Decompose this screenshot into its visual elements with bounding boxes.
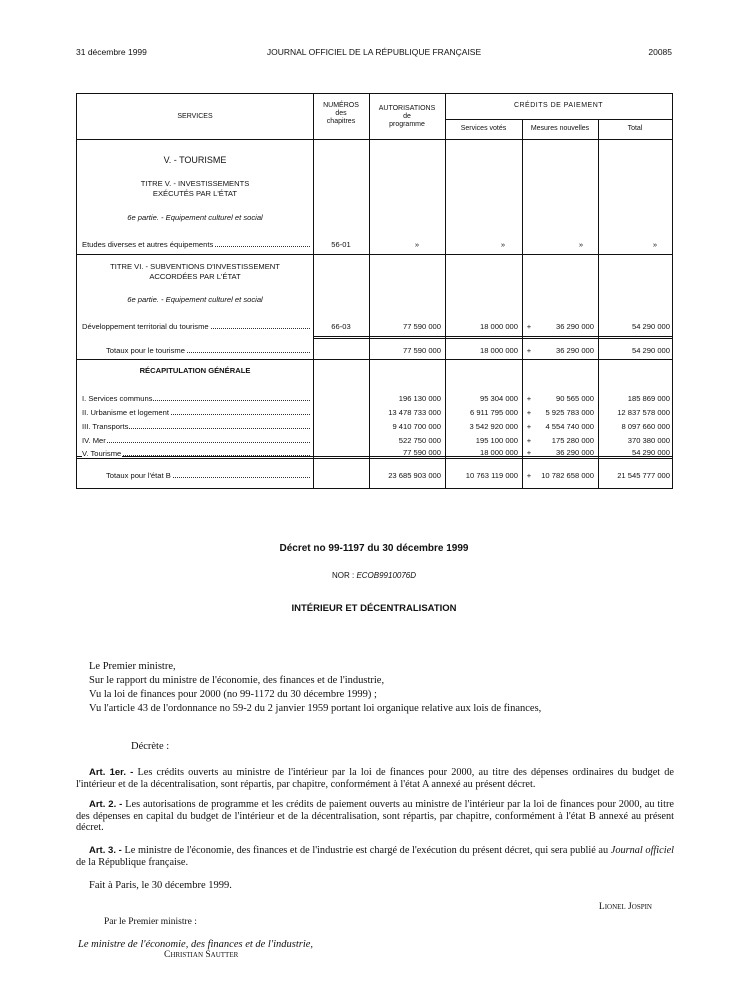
- recap-mesures-nouvelles: 36 290 000: [555, 448, 594, 457]
- col-header-numeros-line: chapitres: [326, 118, 356, 125]
- row-services-votes: »: [500, 240, 506, 249]
- col-header-numeros-line: des: [335, 110, 347, 117]
- titre-v-line: EXÉCUTÉS PAR L'ÉTAT: [152, 189, 238, 198]
- recap-total: 8 097 660 000: [621, 422, 670, 431]
- col-header-services: SERVICES: [177, 113, 213, 120]
- article-3: [76, 845, 674, 868]
- par-premier-ministre: Par le Premier ministre :: [104, 917, 197, 927]
- journal-officiel-ref: Journal officiel: [610, 845, 675, 856]
- partie-heading: 6e partie. - Equipement culturel et social: [127, 213, 263, 222]
- col-header-autorisations: [369, 105, 445, 129]
- visa-line: Le Premier ministre,: [89, 661, 176, 672]
- subtotal-sign: +: [526, 346, 532, 355]
- section-title: V. - TOURISME: [163, 155, 227, 165]
- grand-total-sign: +: [526, 471, 532, 480]
- header-bottom-rule: [77, 139, 672, 140]
- recap-total: 185 869 000: [627, 394, 670, 403]
- table-divider: [77, 254, 672, 255]
- col-header-numeros: [313, 102, 369, 126]
- article-2-text: Les autorisations de programme et les crédits de paiement ouverts au ministre de l'intérieur par la loi de finances pour 2000, au titre des dépenses en capital du budget de l'intérieur et de la décentralisation, sont répartis, par chapitre, conformément à l'état B annexé au présent décret.: [76, 799, 674, 833]
- decrete-line: Décrète :: [131, 741, 170, 752]
- recap-label-text: V. Tourisme: [82, 449, 122, 458]
- subtotal-total: 54 290 000: [631, 346, 670, 355]
- grand-total-autorisations: 23 685 903 000: [388, 471, 441, 480]
- titre-v-line: TITRE V. - INVESTISSEMENTS: [140, 179, 250, 188]
- row-label-text: Développement territorial du tourisme: [82, 322, 209, 331]
- partie-heading: 6e partie. - Equipement culturel et social: [127, 295, 263, 304]
- recap-autorisations: 196 130 000: [398, 394, 441, 403]
- recap-total: 370 380 000: [627, 436, 670, 445]
- recap-label-text: III. Transports: [82, 422, 129, 431]
- recap-total: 54 290 000: [631, 448, 670, 457]
- col-header-autorisations-line: de: [403, 113, 411, 120]
- titre-vi-heading: [77, 262, 313, 282]
- row-total: »: [652, 240, 658, 249]
- grand-total-total: 21 545 777 000: [617, 471, 670, 480]
- page-header: [76, 47, 672, 59]
- table-divider: [598, 120, 599, 488]
- header-date: 31 décembre 1999: [76, 47, 147, 57]
- recap-mesures-nouvelles: 175 280 000: [551, 436, 594, 445]
- col-header-mesures-nouvelles: Mesures nouvelles: [530, 125, 590, 132]
- credits-header-rule: [445, 119, 672, 120]
- col-header-autorisations-line: AUTORISATIONS: [378, 105, 436, 112]
- row-label-text: Etudes diverses et autres équipements: [82, 240, 214, 249]
- recap-autorisations: 13 478 733 000: [388, 408, 441, 417]
- recap-mesures-nouvelles: 5 925 783 000: [545, 408, 594, 417]
- recap-sign: +: [526, 422, 532, 431]
- visa-line: Vu l'article 43 de l'ordonnance no 59-2 du 2 janvier 1959 portant loi organique relative aux lois de finances,: [89, 703, 542, 714]
- visa-line: Vu la loi de finances pour 2000 (no 99-1172 du 30 décembre 1999) ;: [89, 689, 377, 700]
- subtotal-autorisations: 77 590 000: [402, 346, 441, 355]
- row-autorisations: 77 590 000: [402, 322, 441, 331]
- subtotal-label-text: Totaux pour le tourisme: [106, 346, 185, 355]
- row-label: [82, 322, 310, 331]
- recap-label-text: I. Services communs: [82, 394, 153, 403]
- header-page-number: 20085: [648, 47, 672, 57]
- visa-line: Sur le rapport du ministre de l'économie, des finances et de l'industrie,: [89, 675, 385, 686]
- recap-autorisations: 9 410 700 000: [392, 422, 441, 431]
- grand-total-mesures-nouvelles: 10 782 658 000: [541, 471, 594, 480]
- budget-table: [76, 93, 673, 489]
- article-1-text: Les crédits ouverts au ministre de l'intérieur par la loi de finances pour 2000, au titre des dépenses ordinaires du budget de l'intérieur et de la décentralisation, sont répartis, par chapitre, conformément à l'état A annexé au présent décret.: [76, 767, 674, 790]
- subtotal-label: [106, 346, 310, 355]
- recap-services-votes: 3 542 920 000: [469, 422, 518, 431]
- subtotal-services-votes: 18 000 000: [479, 346, 518, 355]
- row-chapitre: 66-03: [331, 322, 351, 331]
- col-header-autorisations-line: programme: [389, 121, 425, 128]
- recap-label-text: IV. Mer: [82, 436, 106, 445]
- col-header-services-votes: Services votés: [460, 125, 507, 132]
- decree-title: Décret no 99-1197 du 30 décembre 1999: [279, 543, 469, 554]
- recap-label-text: II. Urbanisme et logement: [82, 408, 169, 417]
- recap-label: [82, 436, 310, 445]
- recap-label: [82, 394, 310, 403]
- recap-total: 12 837 578 000: [617, 408, 670, 417]
- col-header-credits: CRÉDITS DE PAIEMENT: [513, 102, 604, 109]
- article-3-label: Art. 3. -: [89, 845, 122, 856]
- recap-sign: +: [526, 408, 532, 417]
- recap-services-votes: 6 911 795 000: [470, 408, 518, 417]
- recap-services-votes: 95 304 000: [479, 394, 518, 403]
- subtotal-mesures-nouvelles: 36 290 000: [555, 346, 594, 355]
- row-chapitre: 56-01: [331, 240, 351, 249]
- grand-total-services-votes: 10 763 119 000: [465, 471, 518, 480]
- recap-autorisations: 77 590 000: [402, 448, 441, 457]
- row-total: 54 290 000: [631, 322, 670, 331]
- article-2: [76, 799, 674, 834]
- header-journal-title: JOURNAL OFFICIEL DE LA RÉPUBLIQUE FRANÇAISE: [266, 47, 482, 57]
- titre-v-heading: [77, 179, 313, 199]
- recap-label: [82, 449, 310, 458]
- recap-sign: +: [526, 436, 532, 445]
- row-mesures-nouvelles: 36 290 000: [555, 322, 594, 331]
- signatory-name: Lionel Jospin: [598, 902, 652, 912]
- grand-total-label: [106, 471, 310, 480]
- recap-sign: +: [526, 394, 532, 403]
- row-mesures-nouvelles: »: [578, 240, 584, 249]
- article-1-label: Art. 1er. -: [89, 767, 134, 778]
- recap-label: [82, 422, 310, 431]
- recap-autorisations: 522 750 000: [398, 436, 441, 445]
- article-3-text: Le ministre de l'économie, des finances et de l'industrie est chargé de l'exécution du présent décret, qui sera publié au: [124, 845, 609, 856]
- recap-sign: +: [526, 448, 532, 457]
- nor-code: ECOB9910076D: [356, 571, 417, 580]
- recap-services-votes: 195 100 000: [475, 436, 518, 445]
- col-header-numeros-line: NUMÉROS: [323, 102, 359, 109]
- ministry-heading: INTÉRIEUR ET DÉCENTRALISATION: [291, 603, 457, 614]
- row-sign: +: [526, 322, 532, 331]
- article-2-label: Art. 2. -: [89, 799, 123, 810]
- titre-vi-line: ACCORDÉES PAR L'ÉTAT: [149, 272, 241, 281]
- row-services-votes: 18 000 000: [479, 322, 518, 331]
- total-rule: [77, 458, 672, 459]
- recap-mesures-nouvelles: 90 565 000: [555, 394, 594, 403]
- titre-vi-line: TITRE VI. - SUBVENTIONS D'INVESTISSEMENT: [110, 262, 280, 271]
- recap-mesures-nouvelles: 4 554 740 000: [545, 422, 594, 431]
- minister-name: Christian Sautter: [164, 950, 239, 960]
- row-label: [82, 240, 310, 249]
- recap-title: RÉCAPITULATION GÉNÉRALE: [139, 366, 251, 375]
- table-divider: [522, 120, 523, 488]
- table-divider: [77, 359, 672, 360]
- fait-a-paris: Fait à Paris, le 30 décembre 1999.: [89, 880, 232, 891]
- grand-total-label-text: Totaux pour l'état B: [106, 471, 171, 480]
- subtotal-rule: [313, 338, 672, 339]
- recap-label: [82, 408, 310, 417]
- subtotal-rule: [313, 336, 672, 337]
- article-1: [76, 767, 674, 790]
- visa-block: [89, 660, 541, 716]
- col-header-total: Total: [627, 125, 643, 132]
- table-divider: [313, 94, 314, 488]
- row-autorisations: »: [414, 240, 420, 249]
- nor-label: NOR :: [331, 571, 355, 580]
- nor-reference: [0, 571, 748, 580]
- minister-role: Le ministre de l'économie, des finances et de l'industrie,: [78, 939, 314, 950]
- article-3-text-end: de la République française.: [76, 856, 189, 868]
- recap-services-votes: 18 000 000: [479, 448, 518, 457]
